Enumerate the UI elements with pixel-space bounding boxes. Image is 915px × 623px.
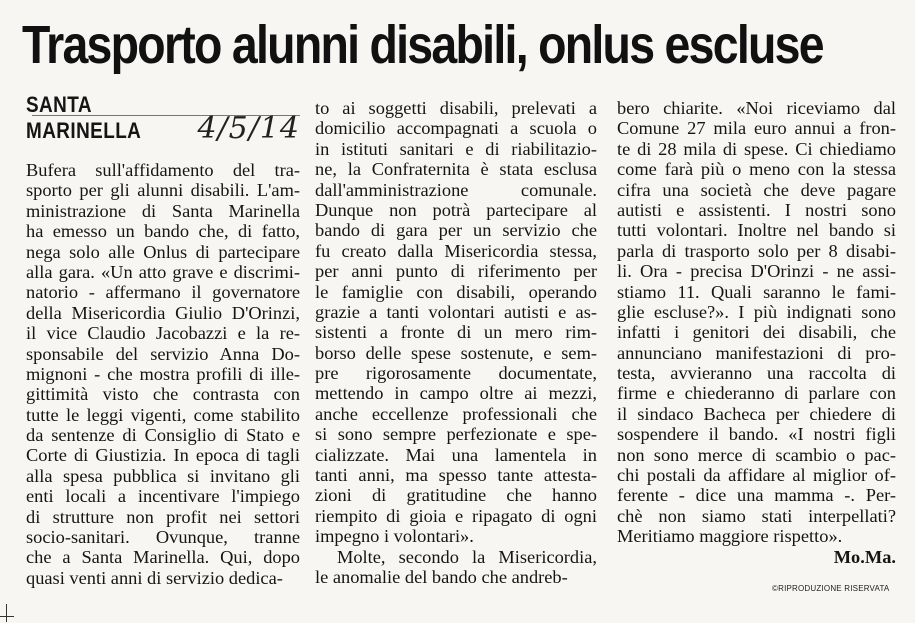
article-line: ministrazione di Santa Marinella: [26, 200, 300, 221]
handwritten-date: 4/5/14: [197, 111, 300, 146]
article-line: li. Ora - precisa D'Orinzi - ne assi-: [617, 261, 896, 282]
article-line: ferente - dice una mamma -. Per-: [617, 485, 896, 506]
article-line: bando di gara per un servizio che: [315, 220, 597, 241]
article-line: che a Santa Marinella. Qui, dopo: [26, 547, 300, 568]
crop-mark: [0, 600, 14, 622]
article-line: borso delle spese sostenute, e sem-: [315, 342, 597, 363]
article-line: cifra una società che deve pagare: [617, 179, 896, 200]
article-line: riempito di gioia e ripagato di ogni: [315, 505, 597, 526]
article-line: per anni punto di riferimento per: [315, 261, 597, 282]
article-line: il vice Claudio Jacobazzi e la re-: [26, 323, 300, 344]
article-line: Dunque non potrà partecipare al: [315, 199, 597, 220]
article-line: anche eccellenze professionali che: [315, 403, 597, 424]
article-line: tutte le leggi vigenti, come stabilito: [26, 404, 300, 425]
article-line: il sindaco Bacheca per chiedere di: [617, 403, 896, 424]
article-line: Comune 27 mila euro annui a fron-: [617, 118, 896, 139]
article-line: da sentenze di Consiglio di Stato e: [26, 425, 300, 446]
article-line: natorio - affermano il governatore: [26, 282, 300, 303]
article-line: ne, la Confraternita è stata esclusa: [315, 159, 597, 180]
article-line: chè non siamo stati interpellati?: [617, 505, 896, 526]
article-line: in istituti sanitari e di riabilitazio-: [315, 138, 597, 159]
article-line: della Misericordia Giulio D'Orinzi,: [26, 302, 300, 323]
article-line: bero chiarite. «Noi riceviamo dal: [617, 98, 896, 118]
article-line: enti locali a incentivare l'impiego: [26, 486, 300, 507]
article-line: cializzate. Mai una lamentela in: [315, 444, 597, 465]
article-line: Molte, secondo la Misericordia,: [337, 546, 597, 567]
article-line: zioni di gratitudine che hanno: [315, 485, 597, 506]
article-line: te di 28 mila di spese. Ci chiediamo: [617, 138, 896, 159]
copyright-notice: ©RIPRODUZIONE RISERVATA: [772, 584, 890, 593]
dateline-place: SANTA MARINELLA: [26, 92, 142, 143]
article-line: di strutture non profit nei settori: [26, 506, 300, 527]
article-line: le famiglie con disabili, operando: [315, 281, 597, 302]
article-line: mignoni - che mostra profili di ille-: [26, 363, 300, 384]
article-line: sospendere il bando. «I nostri figli: [617, 424, 896, 445]
article-line: le anomalie del bando che andreb-: [315, 566, 568, 587]
article-line: Bufera sull'affidamento del tra-: [26, 160, 300, 180]
kicker: [26, 92, 300, 146]
article-line: sponsabile del servizio Anna Do-: [26, 343, 300, 364]
author-signature: Mo.Ma.: [833, 546, 896, 567]
article-line: dall'amministrazione comunale.: [315, 179, 597, 200]
article-line: alla spesa pubblica si invitano gli: [26, 465, 300, 486]
article-line: domicilio accompagnati a scuola o: [315, 118, 597, 139]
article-line: alla gara. «Un atto grave e discrimi-: [26, 261, 300, 282]
article-line: ha emesso un bando che, di fatto,: [26, 221, 300, 242]
article-line: grazie a tanti volontari autisti e as-: [315, 301, 597, 322]
article-line: sporto per gli alunni disabili. L'am-: [26, 180, 300, 201]
article-line: mettendo in campo oltre ai mezzi,: [315, 383, 597, 404]
article-line: tutti volontari. Inoltre nel bando si: [617, 220, 896, 241]
article-line: sistenti a fronte di un mero rim-: [315, 322, 597, 343]
article-line: parla di trasporto solo per 8 disabi-: [617, 240, 896, 261]
article-line: impegno i volontari».: [315, 526, 474, 547]
column-2-text: [315, 98, 597, 587]
column-1-text: [26, 160, 300, 588]
article-line: stiamo 11. Quali saranno le fami-: [617, 281, 896, 302]
article-line: tanti anni, ma spesso tante attesta-: [315, 465, 597, 486]
article-line: quasi venti anni di servizio dedica-: [26, 567, 283, 588]
article-line: firme e chiederanno di parlare con: [617, 383, 896, 404]
article-line: autisti e assistenti. I nostri sono: [617, 199, 896, 220]
article-line: testa, avvieranno una raccolta di: [617, 363, 896, 384]
article-line: infatti i genitori dei disabili, che: [617, 322, 896, 343]
article-line: annunciano manifestazioni di pro-: [617, 342, 896, 363]
article-line: Corte di Giustizia. In epoca di tagli: [26, 445, 300, 466]
article-line: gittimità visto che contrasta con: [26, 384, 300, 405]
article-line: chi postali da affidare al miglior of-: [617, 465, 896, 486]
article-line: fu creato dalla Misericordia stessa,: [315, 240, 597, 261]
article-line: glie escluse?». I più indignati sono: [617, 301, 896, 322]
article-line: come farà più o meno con la stessa: [617, 159, 896, 180]
column-3-text: [617, 98, 896, 567]
article-line: si sono sempre perfezionate e spe-: [315, 424, 597, 445]
article-line: socio-sanitari. Ovunque, tranne: [26, 527, 300, 548]
headline: Trasporto alunni disabili, onlus escluse: [22, 15, 823, 75]
article-line: to ai soggetti disabili, prelevati a: [315, 98, 597, 118]
article-line: nega solo alle Onlus di partecipare: [26, 241, 300, 262]
article-line: Meritiamo maggiore rispetto».: [617, 526, 843, 547]
article-line: pre rigorosamente documentate,: [315, 363, 597, 384]
article-line: non sono merce di scambio o pac-: [617, 444, 896, 465]
